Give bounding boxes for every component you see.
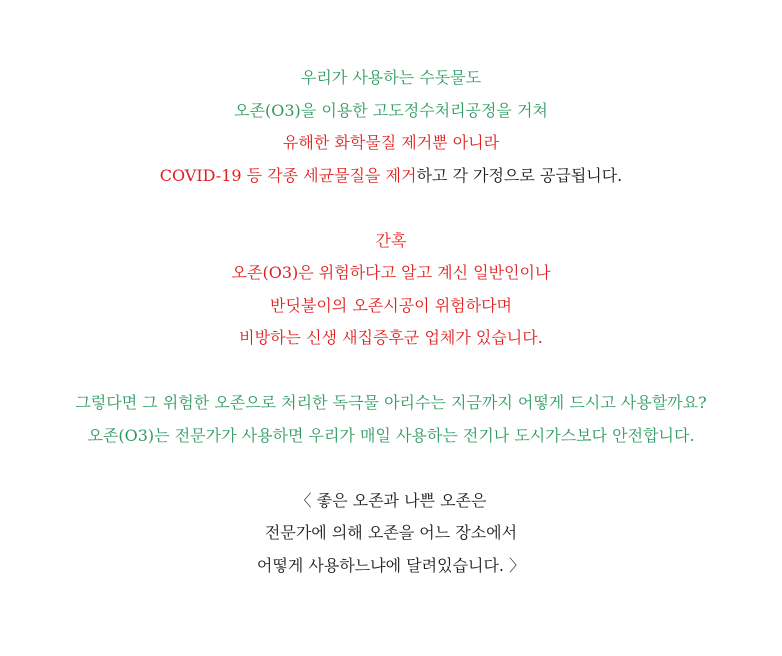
p3-line-2: 오존(O3)는 전문가가 사용하면 우리가 매일 사용하는 전기나 도시가스보다 안전합니다. [87, 425, 695, 445]
p1-line-3: 유해한 화학물질 제거뿐 아니라 [282, 133, 500, 152]
p1-line-1: 우리가 사용하는 수돗물도 [300, 68, 482, 87]
p2-line-3: 반딧불이의 오존시공이 위험하다며 [269, 295, 512, 315]
p3-line-1: 그렇다면 그 위험한 오존으로 처리한 독극물 아리수는 지금까지 어떻게 드시고 사용할까요? [75, 393, 707, 412]
p1-line-4 [0, 160, 782, 193]
p4-line-1: 〈 좋은 오존과 나쁜 오존은 [295, 490, 487, 510]
p1-line-4-rest: 하고 각 가정으로 공급됩니다. [416, 165, 623, 185]
spacer [0, 355, 782, 388]
spacer [0, 452, 782, 485]
p2-line-2: 오존(O3)은 위험하다고 알고 계신 일반인이나 [231, 263, 551, 282]
spacer [0, 192, 782, 225]
p2-line-4: 비방하는 신생 새집증후군 업체가 있습니다. [239, 328, 543, 347]
p4-line-2: 전문가에 의해 오존을 어느 장소에서 [264, 523, 518, 542]
p1-line-2: 오존(O3)을 이용한 고도정수처리공정을 거쳐 [234, 100, 548, 120]
p4-line-3: 어떻게 사용하느냐에 달려있습니다. 〉 [256, 555, 526, 575]
p2-line-1: 간혹 [375, 230, 407, 250]
p1-line-4-highlight: COVID-19 등 각종 세균물질을 제거 [159, 165, 417, 185]
